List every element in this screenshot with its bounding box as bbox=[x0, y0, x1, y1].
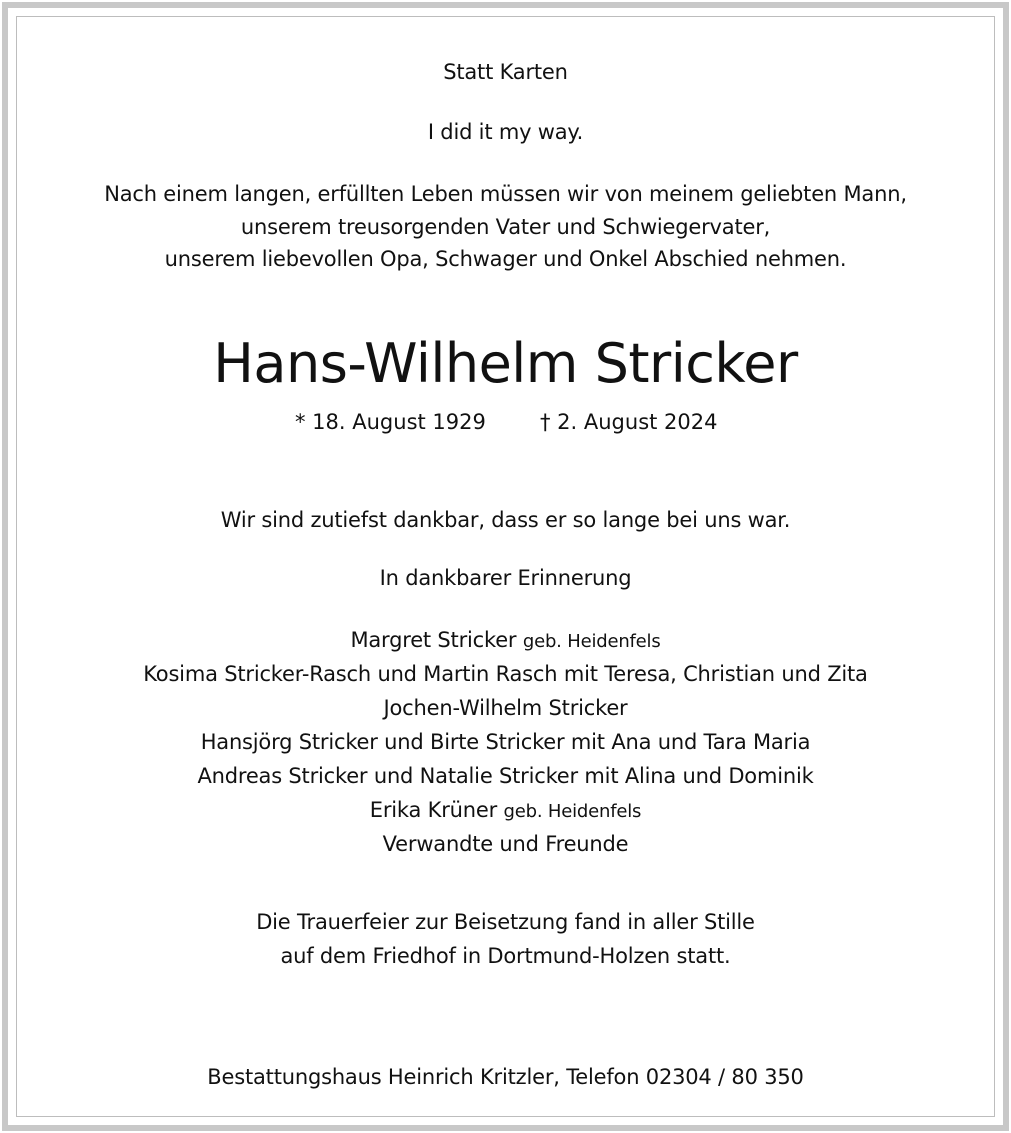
mourner-line bbox=[0, 730, 1011, 754]
birth-date: * 18. August 1929 bbox=[295, 410, 486, 434]
mourner-name: Margret Stricker bbox=[350, 628, 517, 652]
mourner-line bbox=[0, 798, 1011, 822]
intro-line-1: Nach einem langen, erfüllten Leben müssen wir von meinem geliebten Mann, bbox=[104, 182, 907, 206]
ceremony-line-2: auf dem Friedhof in Dortmund-Holzen statt. bbox=[280, 944, 731, 968]
mourner-line bbox=[0, 764, 1011, 788]
mourner-name: Erika Krüner bbox=[369, 798, 498, 822]
mourner-name: Verwandte und Freunde bbox=[382, 832, 629, 856]
intro-line-3: unserem liebevollen Opa, Schwager und Onkel Abschied nehmen. bbox=[164, 247, 847, 271]
mourner-line bbox=[0, 832, 1011, 856]
mourner-name: Hansjörg Stricker und Birte Stricker mit Ana und Tara Maria bbox=[200, 730, 811, 754]
remembrance-text: In dankbarer Erinnerung bbox=[379, 566, 632, 590]
motto: I did it my way. bbox=[427, 120, 584, 144]
ceremony-line-1: Die Trauerfeier zur Beisetzung fand in aller Stille bbox=[256, 910, 755, 934]
mourner-note: geb. Heidenfels bbox=[503, 801, 642, 822]
mourner-line bbox=[0, 662, 1011, 686]
funeral-home-footer: Bestattungshaus Heinrich Kritzler, Telefon 02304 / 80 350 bbox=[207, 1065, 804, 1089]
death-date: † 2. August 2024 bbox=[540, 410, 718, 434]
mourner-name: Kosima Stricker-Rasch und Martin Rasch mit Teresa, Christian und Zita bbox=[143, 662, 868, 686]
mourner-name: Jochen-Wilhelm Stricker bbox=[383, 696, 628, 720]
deceased-name: Hans-Wilhelm Stricker bbox=[213, 332, 798, 395]
mourner-note: geb. Heidenfels bbox=[522, 631, 661, 652]
mourner-name: Andreas Stricker und Natalie Stricker mit Alina und Dominik bbox=[197, 764, 814, 788]
mourner-line bbox=[0, 696, 1011, 720]
statt-karten: Statt Karten bbox=[443, 60, 568, 84]
mourner-line bbox=[0, 628, 1011, 652]
intro-line-2: unserem treusorgenden Vater und Schwiegervater, bbox=[240, 215, 771, 239]
gratitude-text: Wir sind zutiefst dankbar, dass er so lange bei uns war. bbox=[220, 508, 791, 532]
